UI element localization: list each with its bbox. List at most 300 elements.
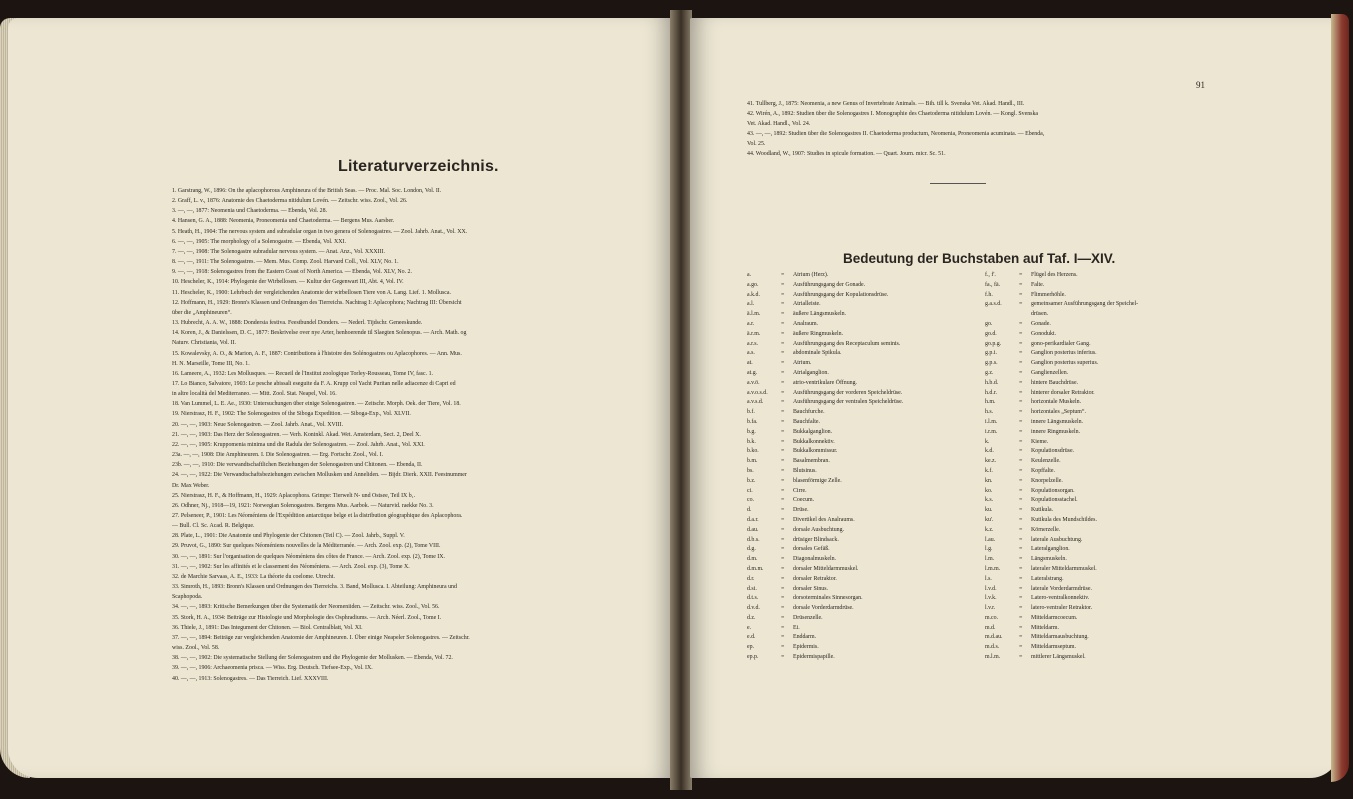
reference-entry: — Bull. Cl. Sc. Acad. R. Belgique.	[172, 523, 255, 530]
legend-abbreviation: a.l.	[747, 301, 755, 308]
reference-entry: 12. Hoffmann, H., 1929: Bronn's Klassen und Ordnungen des Tierreichs. Nachtrag I: Aplacophora; Nachtrag III: Übersicht	[172, 299, 462, 306]
legend-equals: =	[781, 497, 785, 504]
reference-entry: in altre località del Mediterraneo. — Mitt. Zool. Stat. Neapel, Vol. 16.	[172, 391, 337, 398]
legend-meaning: Drüse.	[793, 507, 809, 514]
divider-rule	[930, 183, 986, 184]
legend-abbreviation: d.v.d.	[747, 605, 760, 612]
legend-abbreviation: b.f.	[747, 409, 755, 416]
legend-abbreviation: go.p.g.	[985, 340, 1002, 347]
legend-equals: =	[1019, 595, 1023, 602]
legend-abbreviation: d.z.	[747, 614, 756, 621]
legend-abbreviation: b.fa.	[747, 418, 758, 425]
legend-abbreviation: ko.	[985, 487, 993, 494]
legend-abbreviation: b.ko.	[747, 448, 759, 455]
reference-entry: 10. Hescheler, K., 1914: Phylogenie der Wirbellosen. — Kultur der Gegenwart III, Abt. 4, Vol. IV.	[172, 279, 404, 286]
legend-equals: =	[1019, 369, 1023, 376]
legend-equals: =	[1019, 350, 1023, 357]
legend-abbreviation: h.d.r.	[985, 389, 997, 396]
legend-abbreviation: l.s.	[985, 575, 992, 582]
reference-entry: wiss. Zool., Vol. 58.	[172, 645, 220, 652]
legend-meaning: Ganglion posterius superius.	[1031, 360, 1099, 367]
legend-abbreviation: i.r.m.	[985, 428, 998, 435]
book-cover-edge	[1331, 14, 1349, 782]
legend-equals: =	[781, 418, 785, 425]
legend-abbreviation: d.	[747, 507, 752, 514]
reference-entry: 23a. —, —, 1908: Die Amphineuren. I. Die Solenogastren. — Erg. Fortschr. Zool., Vol. I.	[172, 452, 384, 459]
legend-meaning: drüsen.	[1031, 311, 1049, 318]
legend-equals: =	[781, 389, 785, 396]
legend-meaning: Ausführungsgang der ventralen Speicheldrüse.	[793, 399, 904, 406]
legend-abbreviation: g.p.i.	[985, 350, 997, 357]
reference-entry: 14. Koren, J., & Danielssen, D. C., 1877: Beskrivelse over nye Arter, henhoerende til Slaegten Solenopus. — Arch. Math. og	[172, 330, 467, 337]
legend-equals: =	[781, 467, 785, 474]
legend-equals: =	[781, 477, 785, 484]
legend-meaning: Ganglion posterius inferius.	[1031, 350, 1097, 357]
legend-meaning: abdominale Spikula.	[793, 350, 842, 357]
legend-abbreviation: ci.	[747, 487, 753, 494]
legend-meaning: dorsales Gefäß.	[793, 546, 830, 553]
legend-abbreviation: f.h.	[985, 291, 993, 298]
legend-equals: =	[781, 428, 785, 435]
legend-meaning: Ausführungsgang der vorderen Speicheldrüse.	[793, 389, 903, 396]
legend-meaning: Falte.	[1031, 281, 1045, 288]
legend-equals: =	[781, 644, 785, 651]
legend-equals: =	[781, 272, 785, 278]
legend-meaning: hinterer dorsaler Retraktor.	[1031, 389, 1095, 396]
reference-entry: 38. —, —, 1902: Die systematische Stellung der Solenogastren und die Phylogenie der Mollusken. — Ebenda, Vol. 72.	[172, 655, 453, 662]
legend-abbreviation: d.m.m.	[747, 565, 764, 572]
legend-abbreviation: b.g.	[747, 428, 756, 435]
legend-meaning: dorsale Vorderdarmdrüse.	[793, 605, 854, 612]
legend-equals: =	[1019, 389, 1023, 396]
reference-entry: 26. Odhner, Nj., 1918—19, 1921: Norwegian Solenogastres. Bergens Mus. Aarbok. — Naturvid. raekke No. 3.	[172, 502, 434, 509]
legend-equals: =	[1019, 467, 1023, 474]
legend-meaning: Epidermis.	[793, 644, 819, 651]
legend-meaning: Knorpelzelle.	[1031, 477, 1063, 484]
legend-equals: =	[781, 624, 785, 631]
legend-equals: =	[781, 575, 785, 582]
legend-equals: =	[1019, 497, 1023, 504]
legend-abbreviation: ke.z.	[985, 458, 997, 465]
legend-meaning: Mitteldarmcoecum.	[1031, 614, 1078, 621]
legend-equals: =	[1019, 565, 1023, 572]
legend-meaning: horizontales „Septum“.	[1031, 409, 1086, 416]
legend-meaning: laterale Vorderdarmdrüse.	[1031, 585, 1092, 592]
legend-meaning: blasenförmige Zelle.	[793, 477, 842, 484]
legend-meaning: Bukkalkommissur.	[793, 448, 838, 455]
reference-entry: 41. Tullberg, J., 1875: Neomenia, a new Genus of Invertebrate Animals. — Bih. till k. Svenska Vet. Akad. Handl., III.	[747, 101, 1025, 107]
legend-abbreviation: d.b.s.	[747, 536, 760, 543]
legend-equals: =	[781, 595, 785, 602]
legend-abbreviation: d.g.	[747, 546, 756, 553]
legend-equals: =	[1019, 301, 1023, 308]
legend-meaning: dorsaler Retraktor.	[793, 575, 837, 582]
reference-entry: 30. —, —, 1891: Sur l'organisation de quelques Néoméniens des côtes de France. — Arch. Zool. exp. (2), Tome IX.	[172, 553, 445, 560]
legend-equals: =	[1019, 438, 1023, 445]
legend-abbreviation: m.l.m.	[985, 654, 1001, 661]
legend-abbreviation: g.z.	[985, 369, 994, 376]
chapter-title: Literaturverzeichnis.	[338, 158, 499, 175]
left-page	[8, 18, 672, 778]
reference-entry: 34. —, —, 1893: Kritische Bemerkungen über die Systematik der Neomeniiden. — Zeitschr. wiss. Zool., Vol. 56.	[172, 604, 440, 611]
legend-equals: =	[781, 350, 785, 357]
legend-equals: =	[781, 399, 785, 406]
legend-equals: =	[781, 585, 785, 592]
reference-entry: 9. —, —, 1918: Solenogastres from the Eastern Coast of North America. — Ebenda, Vol. XLV, No. 2.	[172, 269, 412, 276]
legend-meaning: Kieme.	[1031, 438, 1049, 445]
reference-entry: 6. —, —, 1905: The morphology of a Solenogastre. — Ebenda, Vol. XXI.	[172, 238, 346, 245]
legend-meaning: atrio-ventrikulare Öffnung.	[793, 379, 858, 386]
legend-abbreviation: ku'.	[985, 516, 994, 523]
legend-equals: =	[1019, 272, 1023, 278]
book-gutter	[670, 10, 692, 790]
legend-equals: =	[1019, 624, 1023, 631]
reference-entry: 11. Hescheler, K., 1900: Lehrbuch der vergleichenden Anatomie der wirbellosen Tiere von A. Lang. Lief. 1. Mollusca.	[172, 289, 452, 296]
reference-entry: 19. Nierstrasz, H. F., 1902: The Solenogastres of the Siboga Expedition. — Siboga-Exp., Vol. XLVII.	[172, 411, 411, 418]
legend-abbreviation: fa., fä.	[985, 281, 1001, 288]
reference-entry: 3. —, —, 1877: Neomenia und Chaetoderma. — Ebenda, Vol. 28.	[172, 208, 328, 215]
legend-abbreviation: a.k.d.	[747, 291, 760, 298]
legend-equals: =	[1019, 487, 1023, 494]
legend-meaning: Flügel des Herzens.	[1031, 272, 1078, 278]
legend-meaning: Latero-ventralkonnektiv.	[1031, 595, 1090, 602]
legend-abbreviation: at.	[747, 360, 753, 367]
legend-meaning: mittlerer Längsmuskel.	[1031, 654, 1086, 661]
legend-meaning: gono-perikardialer Gang.	[1031, 340, 1091, 347]
legend-meaning: Flimmerhöhle.	[1031, 291, 1066, 298]
reference-entry: 24. —, —, 1922: Die Verwandtschaftsbeziehungen zwischen Mollusken und Anneliden. — Bijdr. Dierk. XXII. Feestnummer	[172, 472, 467, 479]
legend-equals: =	[781, 438, 785, 445]
legend-meaning: Atrium.	[793, 360, 812, 367]
legend-abbreviation: k.f.	[985, 467, 993, 474]
legend-equals: =	[781, 614, 785, 621]
reference-entry: H. N. Marseille, Tome III, No. 1.	[172, 360, 250, 367]
legend-abbreviation: a.v.s.d.	[747, 399, 764, 406]
legend-equals: =	[1019, 516, 1023, 523]
legend-meaning: dorsoterminales Sinnesorgan.	[793, 595, 863, 602]
legend-equals: =	[781, 516, 785, 523]
reference-entry: 16. Lameere, A., 1932: Les Mollusques. — Recueil de l'Institut zoologique Torley-Rousseau, Tome IV, fasc. 1.	[172, 370, 434, 377]
legend-meaning: Körnerzelle.	[1031, 526, 1061, 533]
reference-entry: 31. —, —, 1902: Sur les affinités et le classement des Néoméniens. — Arch. Zool. exp. (3), Tome X.	[172, 563, 410, 570]
legend-equals: =	[1019, 340, 1023, 347]
legend-abbreviation: f., f'.	[985, 272, 996, 278]
legend-meaning: Ei.	[793, 624, 800, 631]
legend-meaning: Divertikel des Analraums.	[793, 516, 855, 523]
legend-abbreviation: k.d.	[985, 448, 994, 455]
legend-meaning: Bauchfalte.	[793, 418, 820, 425]
legend-abbreviation: d.m.	[747, 556, 758, 563]
legend-meaning: Keulenzelle.	[1031, 458, 1061, 465]
reference-entry: 17. Lo Bianco, Salvatore, 1903: Le pesche abissali eseguite da F. A. Krupp col Yacht Puritan nelle adiacenze di Capri ed	[172, 380, 456, 387]
legend-abbreviation: a.r.s.	[747, 340, 758, 347]
legend-meaning: Bukkalganglion.	[793, 428, 833, 435]
legend-meaning: Epidermispapille.	[793, 654, 835, 661]
legend-abbreviation: a.r.	[747, 320, 755, 327]
legend-abbreviation: ep.	[747, 644, 755, 651]
legend-meaning: Ausführungsgang der Kopulationsdrüse.	[793, 291, 889, 298]
reference-entry: 2. Graff, L. v., 1876: Anatomie des Chaetoderma nitidulum Lovén. — Zeitschr. wiss. Zool., Vol. 26.	[172, 198, 408, 205]
reference-entry: 1. Garstrang, W., 1896: On the aplacophorous Amphineura of the British Seas. — Proc. Mal. Soc. London, Vol. II.	[172, 188, 442, 194]
legend-meaning: Kopulationsstachel.	[1031, 497, 1078, 504]
legend-meaning: Gonade.	[1031, 320, 1051, 327]
legend-abbreviation: a.s.	[747, 350, 755, 357]
legend-meaning: laterale Ausbuchtung.	[1031, 536, 1083, 543]
reference-list-continued	[747, 99, 1217, 160]
legend-meaning: Lateralstrang.	[1031, 575, 1064, 582]
legend-abbreviation: h.s.	[985, 409, 994, 416]
legend-equals: =	[1019, 281, 1023, 288]
reference-entry: 23b. —, —, 1910: Die verwandtschaftlichen Beziehungen der Solenogastren und Chitonen. — Ebenda, II.	[172, 462, 423, 469]
legend-equals: =	[1019, 399, 1023, 406]
legend-meaning: Atrialleiste.	[793, 301, 821, 308]
legend-meaning: Drüsenzelle.	[793, 614, 823, 621]
reference-entry: 7. —, —, 1908: The Solenogastre subradular nervous system. — Anat. Anz., Vol. XXXIII.	[172, 248, 386, 255]
legend-equals: =	[1019, 291, 1023, 298]
legend-abbreviation: d.si.	[747, 585, 757, 592]
legend-meaning: Gonodukt.	[1031, 330, 1057, 337]
legend-abbreviation: go.	[985, 320, 993, 327]
legend-equals: =	[781, 281, 785, 288]
legend-abbreviation: bs.	[747, 467, 754, 474]
legend-equals: =	[1019, 477, 1023, 484]
reference-entry: 32. de Marchie Sarvaas, A. E., 1933: La théorie du coelome. Utrecht.	[172, 573, 335, 580]
legend-abbreviation: l.v.d.	[985, 585, 997, 592]
reference-entry: 20. —, —, 1903: Neue Solenogastren. — Zool. Jahrb. Anat., Vol. XVIII.	[172, 421, 344, 428]
legend-abbreviation: m.d.s.	[985, 644, 1000, 651]
legend-meaning: hintere Bauchdrüse.	[1031, 379, 1079, 386]
legend-abbreviation: d.a.r.	[747, 516, 759, 523]
legend-equals: =	[1019, 448, 1023, 455]
legend-meaning: Längsmuskeln.	[1031, 556, 1067, 563]
legend-equals: =	[781, 291, 785, 298]
reference-entry: 43. —, —, 1892: Studien über die Solenogastres II. Chaetoderma productum, Neomenia, Proneomenia acuminata. — Ebenda,	[747, 131, 1045, 138]
legend-meaning: dorsaler Sinus.	[793, 585, 829, 592]
legend-equals: =	[781, 565, 785, 572]
legend-meaning: Kopulationsdrüse.	[1031, 448, 1075, 455]
legend-equals: =	[1019, 614, 1023, 621]
legend-abbreviation: k.z.	[985, 526, 994, 533]
legend-equals: =	[1019, 526, 1023, 533]
legend-meaning: horizontale Muskeln.	[1031, 399, 1082, 406]
legend-meaning: Mitteldarmseptum.	[1031, 644, 1076, 651]
legend-equals: =	[781, 536, 785, 543]
legend-equals: =	[1019, 320, 1023, 327]
legend-abbreviation: i.l.m.	[985, 418, 998, 425]
legend-equals: =	[781, 340, 785, 347]
page-number: 91	[1196, 80, 1205, 90]
legend-abbreviation: d.au.	[747, 526, 759, 533]
legend-meaning: Ausführungsgang des Receptaculum seminis.	[793, 340, 901, 347]
legend-abbreviation: b.m.	[747, 458, 758, 465]
legend-meaning: drüsiger Blindsack.	[793, 536, 839, 543]
legend-meaning: innere Längsmuskeln.	[1031, 418, 1084, 425]
legend-meaning: lateraler Mitteldarmmuskel.	[1031, 565, 1097, 572]
legend-abbreviation: l.m.m.	[985, 565, 1001, 572]
legend-abbreviation: b.k.	[747, 438, 756, 445]
legend-meaning: äußere Längsmuskeln.	[793, 311, 846, 318]
legend-meaning: Bukkalkonnektiv.	[793, 438, 835, 445]
legend-equals: =	[1019, 536, 1023, 543]
legend-meaning: Mitteldarmausbuchtung.	[1031, 634, 1089, 641]
legend-meaning: Cirre.	[793, 487, 807, 494]
legend-abbreviation: a.	[747, 272, 752, 278]
reference-entry: 29. Pruvot, G., 1890: Sur quelques Néoméniens nouvelles de la Méditerranée. — Arch. Zool. exp. (2), Tome VIII.	[172, 543, 441, 550]
legend-equals: =	[781, 369, 785, 376]
legend-abbreviation: k.s.	[985, 497, 994, 504]
legend-equals: =	[781, 605, 785, 612]
legend-equals: =	[781, 409, 785, 416]
legend-abbreviation: k.	[985, 438, 990, 445]
reference-entry: Naturv. Christiania, Vol. II.	[172, 340, 237, 347]
legend-abbreviation: a.v.o.s.d.	[747, 389, 768, 396]
reference-entry: 39. —, —, 1906: Archaeomenia prisca. — Wiss. Erg. Deutsch. Tiefsee-Exp., Vol. IX.	[172, 665, 373, 672]
legend-abbreviation: h.b.d.	[985, 379, 999, 386]
reference-entry: Vol. 25.	[747, 141, 766, 148]
reference-list	[172, 186, 604, 684]
reference-entry: 40. —, —, 1913: Solenogastres. — Das Tierreich. Lief. XXXVIII.	[172, 675, 329, 682]
legend-abbreviation: l.au.	[985, 536, 996, 543]
legend-meaning: Enddarm.	[793, 634, 817, 641]
legend-equals: =	[1019, 379, 1023, 386]
legend-equals: =	[781, 320, 785, 327]
legend-meaning: Basalmembran.	[793, 458, 830, 465]
legend-abbreviation: g.a.s.d.	[985, 301, 1002, 308]
legend-equals: =	[1019, 605, 1023, 612]
legend-abbreviation: h.m.	[985, 399, 996, 406]
legend-meaning: Lateralganglion.	[1031, 546, 1070, 553]
legend-meaning: dorsale Ausbuchtung.	[793, 526, 845, 533]
legend-abbreviation: d.t.s.	[747, 595, 759, 602]
reference-entry: 36. Thiele, J., 1891: Das Integument der Chitonen. — Biol. Centralblatt, Vol. XI.	[172, 624, 363, 631]
legend-equals: =	[781, 448, 785, 455]
legend-equals: =	[1019, 556, 1023, 563]
legend-equals: =	[781, 654, 785, 661]
legend-abbreviation: l.v.r.	[985, 605, 996, 612]
legend-abbreviation: g.p.s.	[985, 360, 998, 367]
reference-entry: 44. Woodland, W., 1907: Studies in spicule formation. — Quart. Journ. micr. Sc. 51.	[747, 151, 946, 158]
legend-abbreviation: e.d.	[747, 634, 756, 641]
legend-abbreviation: ku.	[985, 507, 993, 514]
legend-equals: =	[781, 526, 785, 533]
reference-entry: 5. Heath, H., 1904: The nervous system and subradular organ in two genera of Solenogastres. — Zool. Jahrb. Anat., Vol. XX.	[172, 228, 468, 235]
reference-entry: 18. Van Lummel, L. E. Ae., 1930: Untersuchungen über einige Solenogastren. — Zeitschr. Morph. Oek. der Tiere, Vol. 18.	[172, 401, 461, 408]
reference-entry: 28. Plate, L., 1901: Die Anatomie und Phylogenie der Chitonen (Teil C). — Zool. Jahrb., Suppl. V.	[172, 533, 405, 540]
reference-entry: 27. Pelseneer, P., 1901: Les Néoméniens de l'Expédition antarctique belge et la distribution géographique des Aplacophora.	[172, 513, 463, 519]
legend-equals: =	[781, 556, 785, 563]
legend-equals: =	[781, 458, 785, 465]
legend-abbreviation: ä.r.m.	[747, 330, 761, 337]
legend-abbreviation: m.d.au.	[985, 634, 1003, 641]
reference-entry: 15. Kowalevsky, A. O., & Marion, A. F., 1887: Contributions à l'histoire des Solénogastres ou Aplacophores. — Ann. Mus.	[172, 350, 462, 357]
reference-entry: 21. —, —, 1903: Das Herz der Solenogastren. — Verh. Koninkl. Akad. Wet. Amsterdam, Sect. 2, Deel X.	[172, 431, 421, 438]
reference-entry: Dr. Max Weber.	[172, 482, 210, 489]
legend-equals: =	[781, 360, 785, 367]
legend-equals: =	[1019, 634, 1023, 641]
legend-meaning: Ausführungsgang der Gonade.	[793, 281, 866, 288]
reference-entry: 22. —, —, 1905: Kruppomenia minima und die Radula der Solenogastren. — Zool. Jahrb. Anat., Vol. XXI.	[172, 441, 425, 448]
right-page	[690, 18, 1340, 778]
legend-abbreviation: co.	[747, 497, 755, 504]
legend-abbreviation: kn.	[985, 477, 993, 484]
legend-equals: =	[781, 634, 785, 641]
legend-meaning: dorsaler Mitteldarmmuskel.	[793, 565, 859, 572]
legend-meaning: äußere Ringmuskeln.	[793, 330, 844, 337]
legend-equals: =	[781, 487, 785, 494]
legend-equals: =	[1019, 418, 1023, 425]
legend-equals: =	[1019, 458, 1023, 465]
legend-meaning: Kutikula.	[1031, 507, 1054, 514]
legend-equals: =	[1019, 585, 1023, 592]
reference-entry: Vet. Akad. Handl., Vol. 24.	[747, 121, 811, 128]
legend-meaning: Bauchfurche.	[793, 409, 825, 416]
legend-abbreviation: ep.p.	[747, 654, 759, 661]
legend-abbreviation: b.z.	[747, 477, 756, 484]
legend-equals: =	[781, 507, 785, 514]
legend-equals: =	[1019, 360, 1023, 367]
legend-meaning: Analraum.	[793, 320, 819, 327]
legend-equals: =	[781, 311, 785, 318]
legend-meaning: Kopffalte.	[1031, 467, 1055, 474]
legend-meaning: Coecum.	[793, 497, 815, 504]
legend-meaning: Kopulationsorgan.	[1031, 487, 1075, 494]
legend-title: Bedeutung der Buchstaben auf Taf. I—XIV.	[843, 251, 1116, 266]
legend-abbreviation: a.v.ö.	[747, 379, 760, 386]
legend-abbreviation: ä.l.m.	[747, 311, 761, 318]
legend-abbreviation: d.r.	[747, 575, 755, 582]
reference-entry: 42. Wirén, A., 1892: Studien über die Solenogastres I. Monographie des Chaetoderma nitidulum Lovén. — Kongl. Svenska	[747, 111, 1039, 118]
legend-abbreviation: go.d.	[985, 330, 997, 337]
legend-equals: =	[1019, 507, 1023, 514]
reference-entry: 8. —, —, 1911: The Solenogastres. — Mem. Mus. Comp. Zool. Harvard Coll., Vol. XLV, No. 1.	[172, 259, 399, 266]
legend-meaning: Atrialganglion.	[793, 369, 829, 376]
reference-entry: 25. Nierstrasz, H. F., & Hoffmann, H., 1929: Aplacophora. Grimpe: Tierwelt N- und Ostsee, Teil IX b₁.	[172, 492, 416, 499]
legend-abbreviation: l.g.	[985, 546, 993, 553]
legend-abbreviation: l.m.	[985, 556, 995, 563]
legend-equals: =	[1019, 575, 1023, 582]
reference-entry: 33. Simroth, H., 1893: Bronn's Klassen und Ordnungen des Tierreichs. 3. Band, Mollusca. I. Abteilung: Amphineura und	[172, 584, 457, 591]
legend-meaning: Diagonalmuskeln.	[793, 556, 837, 563]
legend-abbreviation: e.	[747, 624, 752, 631]
legend-equals: =	[1019, 428, 1023, 435]
legend-equals: =	[781, 379, 785, 386]
legend-equals: =	[1019, 654, 1023, 661]
legend-equals: =	[781, 330, 785, 337]
legend-equals: =	[1019, 409, 1023, 416]
reference-entry: über die „Amphineuren“.	[172, 309, 232, 316]
legend-abbreviation: l.v.k.	[985, 595, 997, 602]
legend-meaning: Mitteldarm.	[1031, 624, 1059, 631]
legend-meaning: gemeinsamer Ausführungsgang der Speichel-	[1031, 301, 1139, 308]
reference-entry: 13. Hubrecht, A. A. W., 1888: Dondersia festiva. Feestbundel Donders. — Nederl. Tijdschr. Geneeskunde.	[172, 320, 423, 327]
legend-equals: =	[1019, 330, 1023, 337]
legend-meaning: Kutikula des Mundschildes.	[1031, 516, 1097, 523]
legend-meaning: innere Ringmuskeln.	[1031, 428, 1081, 435]
legend-equals: =	[781, 301, 785, 308]
legend-equals: =	[781, 546, 785, 553]
reference-entry: Scaphopoda.	[172, 594, 203, 601]
legend-abbreviation: m.co.	[985, 614, 999, 621]
legend-meaning: Blutsinus.	[793, 467, 817, 474]
legend-abbreviation: at.g.	[747, 369, 758, 376]
legend-abbreviation: a.go.	[747, 281, 759, 288]
reference-entry: 4. Hansen, G. A., 1888: Neomenia, Proneomenia und Chaetoderma. — Bergens Mus. Aarsber.	[172, 218, 395, 225]
legend-abbreviation: m.d.	[985, 624, 996, 631]
legend-equals: =	[1019, 644, 1023, 651]
legend-equals: =	[1019, 546, 1023, 553]
legend-meaning: Ganglienzellen.	[1031, 369, 1069, 376]
legend-meaning: latero-ventraler Retraktor.	[1031, 605, 1093, 612]
